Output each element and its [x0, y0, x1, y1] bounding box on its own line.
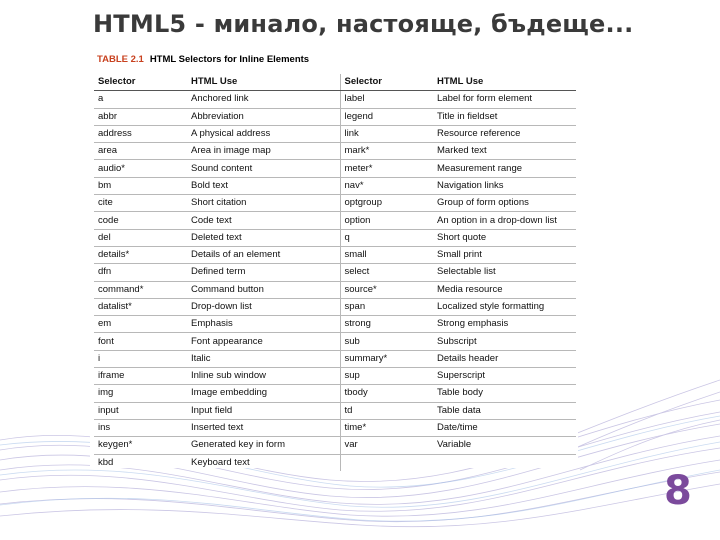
- table-header-row: [94, 74, 576, 91]
- cell-selector: q: [340, 229, 433, 246]
- cell-selector: input: [94, 402, 187, 419]
- cell-html-use: An option in a drop-down list: [433, 212, 576, 229]
- cell-selector: [340, 454, 433, 471]
- slide-title: HTML5 - минало, настояще, бъдеще...: [93, 10, 634, 38]
- cell-selector: iframe: [94, 368, 187, 385]
- table-row: [94, 108, 576, 125]
- cell-html-use: Small print: [433, 246, 576, 263]
- cell-html-use: Italic: [187, 350, 340, 367]
- cell-html-use: Inserted text: [187, 419, 340, 436]
- cell-html-use: Short quote: [433, 229, 576, 246]
- cell-html-use: Abbreviation: [187, 108, 340, 125]
- cell-html-use: Subscript: [433, 333, 576, 350]
- cell-html-use: Font appearance: [187, 333, 340, 350]
- cell-selector: abbr: [94, 108, 187, 125]
- cell-html-use: Strong emphasis: [433, 316, 576, 333]
- cell-html-use: Bold text: [187, 177, 340, 194]
- cell-selector: datalist*: [94, 298, 187, 315]
- cell-selector: source*: [340, 281, 433, 298]
- table-row: [94, 160, 576, 177]
- cell-html-use: Sound content: [187, 160, 340, 177]
- cell-html-use: Generated key in form: [187, 437, 340, 454]
- cell-html-use: Superscript: [433, 368, 576, 385]
- cell-html-use: Emphasis: [187, 316, 340, 333]
- table-row: [94, 212, 576, 229]
- cell-selector: strong: [340, 316, 433, 333]
- cell-selector: keygen*: [94, 437, 187, 454]
- cell-selector: audio*: [94, 160, 187, 177]
- cell-selector: optgroup: [340, 195, 433, 212]
- html-selectors-table: [94, 74, 576, 471]
- header-selector-1: Selector: [94, 74, 187, 91]
- cell-html-use: Selectable list: [433, 264, 576, 281]
- cell-html-use: Image embedding: [187, 385, 340, 402]
- table-row: [94, 264, 576, 281]
- cell-html-use: Variable: [433, 437, 576, 454]
- cell-html-use: Input field: [187, 402, 340, 419]
- cell-html-use: Group of form options: [433, 195, 576, 212]
- table-row: [94, 454, 576, 471]
- cell-selector: em: [94, 316, 187, 333]
- cell-html-use: Details header: [433, 350, 576, 367]
- cell-html-use: Inline sub window: [187, 368, 340, 385]
- cell-selector: meter*: [340, 160, 433, 177]
- cell-selector: small: [340, 246, 433, 263]
- cell-selector: legend: [340, 108, 433, 125]
- cell-selector: del: [94, 229, 187, 246]
- cell-html-use: [433, 454, 576, 471]
- cell-selector: mark*: [340, 143, 433, 160]
- cell-html-use: Deleted text: [187, 229, 340, 246]
- cell-selector: tbody: [340, 385, 433, 402]
- cell-html-use: Defined term: [187, 264, 340, 281]
- table-row: [94, 333, 576, 350]
- cell-selector: font: [94, 333, 187, 350]
- table-row: [94, 385, 576, 402]
- table-row: [94, 125, 576, 142]
- table-row: [94, 437, 576, 454]
- cell-selector: area: [94, 143, 187, 160]
- cell-selector: command*: [94, 281, 187, 298]
- table-caption-number: TABLE 2.1: [97, 54, 144, 65]
- cell-html-use: Media resource: [433, 281, 576, 298]
- cell-selector: var: [340, 437, 433, 454]
- cell-html-use: Marked text: [433, 143, 576, 160]
- cell-html-use: Localized style formatting: [433, 298, 576, 315]
- table-caption: [97, 54, 309, 65]
- table-row: [94, 246, 576, 263]
- cell-html-use: Label for form element: [433, 91, 576, 108]
- cell-selector: i: [94, 350, 187, 367]
- cell-selector: time*: [340, 419, 433, 436]
- cell-html-use: Details of an element: [187, 246, 340, 263]
- table-body: [94, 91, 576, 471]
- cell-html-use: Drop-down list: [187, 298, 340, 315]
- cell-selector: a: [94, 91, 187, 108]
- cell-html-use: Code text: [187, 212, 340, 229]
- cell-selector: bm: [94, 177, 187, 194]
- cell-selector: span: [340, 298, 433, 315]
- cell-html-use: Resource reference: [433, 125, 576, 142]
- cell-html-use: Keyboard text: [187, 454, 340, 471]
- table-row: [94, 91, 576, 108]
- header-html-use-2: HTML Use: [433, 74, 576, 91]
- cell-selector: code: [94, 212, 187, 229]
- table-row: [94, 350, 576, 367]
- cell-html-use: Date/time: [433, 419, 576, 436]
- cell-selector: nav*: [340, 177, 433, 194]
- cell-html-use: Table body: [433, 385, 576, 402]
- cell-selector: label: [340, 91, 433, 108]
- cell-selector: details*: [94, 246, 187, 263]
- cell-html-use: Table data: [433, 402, 576, 419]
- table-row: [94, 177, 576, 194]
- cell-selector: kbd: [98, 456, 114, 468]
- cell-selector: summary*: [340, 350, 433, 367]
- cell-html-use: Measurement range: [433, 160, 576, 177]
- table-row: [94, 368, 576, 385]
- cell-selector: sub: [340, 333, 433, 350]
- table-row: [94, 298, 576, 315]
- cell-html-use: Command button: [187, 281, 340, 298]
- cell-html-use: A physical address: [187, 125, 340, 142]
- cell-selector: link: [340, 125, 433, 142]
- cell-selector: ins: [94, 419, 187, 436]
- cell-html-use: Navigation links: [433, 177, 576, 194]
- cell-html-use: Short citation: [187, 195, 340, 212]
- table-caption-text: HTML Selectors for Inline Elements: [149, 54, 310, 65]
- cell-selector: img: [94, 385, 187, 402]
- table-row: [94, 229, 576, 246]
- header-html-use-1: HTML Use: [187, 74, 340, 91]
- cell-selector: address: [94, 125, 187, 142]
- cell-selector: dfn: [94, 264, 187, 281]
- cell-selector: sup: [340, 368, 433, 385]
- table-row: [94, 195, 576, 212]
- cell-html-use: Anchored link: [187, 91, 340, 108]
- table-figure: [90, 47, 578, 468]
- page-number: 8: [664, 468, 692, 514]
- cell-selector: td: [340, 402, 433, 419]
- table-row: [94, 281, 576, 298]
- table-row: [94, 402, 576, 419]
- header-selector-2: Selector: [340, 74, 433, 91]
- cell-selector: cite: [94, 195, 187, 212]
- cell-selector: option: [340, 212, 433, 229]
- table-row: [94, 419, 576, 436]
- cell-html-use: Area in image map: [187, 143, 340, 160]
- table-row: [94, 143, 576, 160]
- cell-html-use: Title in fieldset: [433, 108, 576, 125]
- table-row: [94, 316, 576, 333]
- cell-selector: select: [340, 264, 433, 281]
